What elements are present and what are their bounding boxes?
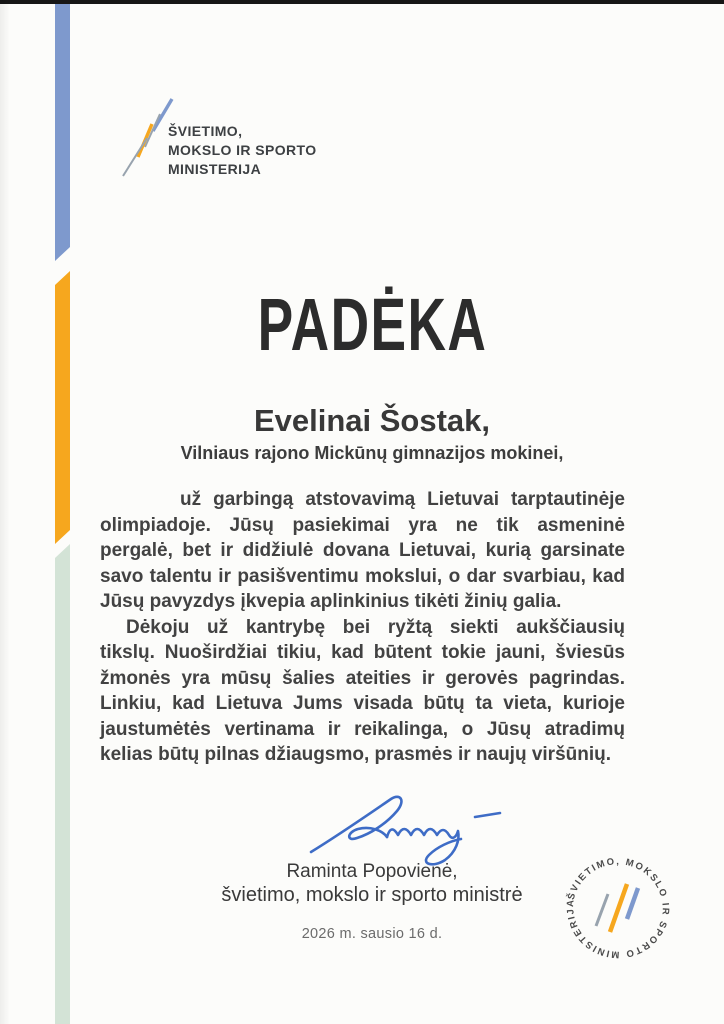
body-line: tikslų. Nuoširdžiai tikiu, kad būtent tokie jauni, šviesūs — [100, 642, 625, 663]
ministry-name-line-1: ŠVIETIMO, — [168, 123, 243, 139]
recipient-description: Vilniaus rajono Mickūnų gimnazijos mokinei, — [180, 443, 564, 463]
ministry-name-line-3: MINISTERIJA — [168, 161, 262, 177]
body-line: olimpiadoje. Jūsų pasiekimai yra ne tik asmeninė — [100, 514, 625, 536]
body-line: žmonės yra mūsų šalies ateities ir gerovės pagrindas. — [100, 667, 625, 689]
body-paragraph-2 — [100, 615, 625, 768]
signer-name: Raminta Popovienė, — [286, 861, 458, 882]
accent-bar-blue — [55, 0, 70, 261]
certificate-title — [20, 283, 724, 366]
certificate-body — [100, 487, 625, 768]
body-line: už garbingą atstovavimą Lietuvai tarptautinėje — [180, 489, 625, 510]
certificate-title-text: PADĖKA — [257, 283, 487, 366]
body-line: jaustumėtės vertinama ir reikalinga, o Jūsų atradimų — [100, 718, 625, 740]
signer-role: švietimo, mokslo ir sporto ministrė — [221, 884, 523, 906]
body-line: pergalė, bet ir didžiulė dovana Lietuvai, kurią garsinate — [100, 540, 625, 561]
ministry-name-line-2: MOKSLO IR SPORTO — [168, 142, 317, 158]
logo-stroke-gray-upper — [145, 114, 160, 147]
scan-edge-left — [0, 0, 10, 1024]
accent-bar-green — [55, 544, 70, 1024]
body-line: kelias būtų pilnas džiaugsmo, prasmės ir naujų viršūnių. — [100, 744, 612, 765]
stamp-stroke-yellow — [610, 884, 627, 932]
signature-strokes — [311, 797, 500, 865]
logo-stroke-gray-lower — [123, 138, 147, 176]
body-line: Jūsų pavyzdys įkvepia aplinkinius tikėti žinių galia. — [100, 591, 562, 612]
stamp-text: ŠVIETIMO, MOKSLO IR SPORTO MINISTERIJA — [565, 856, 671, 960]
body-line: savo talentu ir pasišventimu mokslui, o dar svarbiau, kad — [100, 565, 625, 587]
recipient-name: Evelinai Šostak, — [253, 403, 491, 438]
body-paragraph-1 — [100, 487, 625, 615]
stamp-stroke-gray — [596, 894, 608, 926]
ministry-name — [168, 122, 317, 179]
certificate-date: 2026 m. sausio 16 d. — [301, 926, 443, 942]
body-line: Linkiu, kad Lietuva Jums visada būtų ta vieta, kurioje — [100, 693, 625, 714]
stamp-center-strokes — [596, 884, 638, 932]
scan-edge-top — [0, 0, 724, 4]
stamp-stroke-blue — [627, 888, 638, 919]
signature-ink-icon — [293, 790, 508, 870]
ministry-seal-stamp — [556, 846, 680, 970]
body-line: Dėkoju už kantrybę bei ryžtą siekti aukščiausių — [126, 616, 625, 638]
